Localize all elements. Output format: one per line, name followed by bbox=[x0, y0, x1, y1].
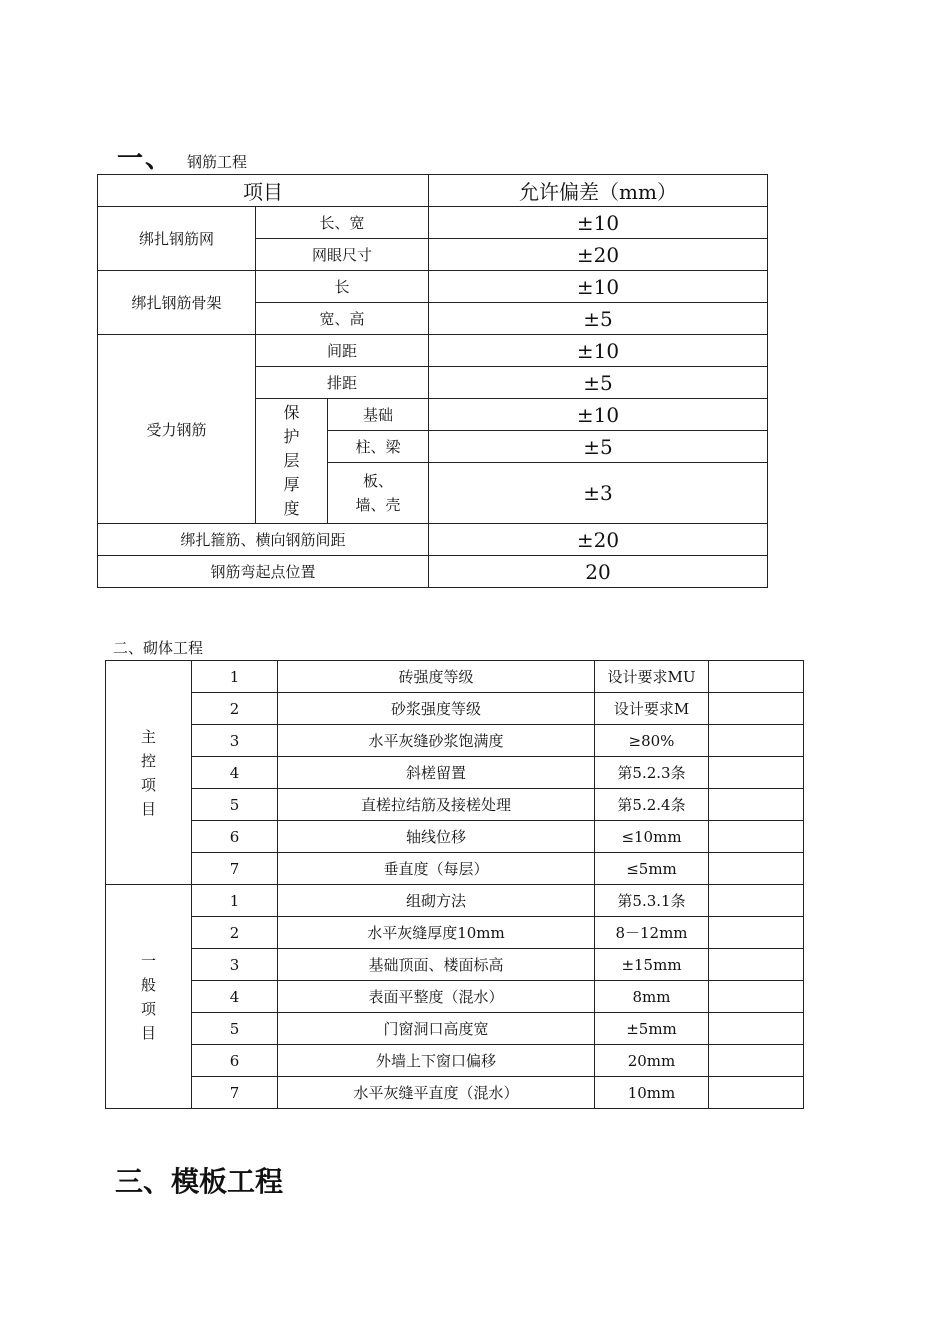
table-row bbox=[106, 661, 804, 693]
masonry-table bbox=[105, 660, 804, 1109]
row-requirement: 设计要求M bbox=[595, 693, 709, 725]
rowspacing-name: 排距 bbox=[256, 367, 429, 399]
row-number: 7 bbox=[192, 1077, 278, 1109]
header-tolerance: 允许偏差（mm） bbox=[429, 175, 768, 207]
table-row bbox=[98, 524, 768, 556]
section1-number: 一、 bbox=[117, 144, 174, 174]
group-char: 一 bbox=[140, 951, 156, 970]
row-item: 垂直度（每层） bbox=[278, 853, 595, 885]
row-requirement: 20mm bbox=[595, 1045, 709, 1077]
row-result bbox=[709, 1013, 804, 1045]
cover-char: 厚 bbox=[283, 475, 300, 494]
row-requirement: ±15mm bbox=[595, 949, 709, 981]
table-row bbox=[106, 693, 804, 725]
row-number: 5 bbox=[192, 789, 278, 821]
stirrup-value: ±20 bbox=[429, 524, 768, 556]
table-row bbox=[106, 789, 804, 821]
row-item: 直槎拉结筋及接槎处理 bbox=[278, 789, 595, 821]
slab-name bbox=[328, 463, 429, 524]
rowspacing-value: ±5 bbox=[429, 367, 768, 399]
row-requirement: 设计要求MU bbox=[595, 661, 709, 693]
row-requirement: ≤10mm bbox=[595, 821, 709, 853]
slab-name-line: 板、 bbox=[363, 472, 394, 490]
table-row bbox=[106, 725, 804, 757]
foundation-name: 基础 bbox=[328, 399, 429, 431]
row-requirement: ≥80% bbox=[595, 725, 709, 757]
stress-label: 受力钢筋 bbox=[98, 335, 256, 524]
cover-char: 保 bbox=[283, 403, 300, 422]
row-number: 4 bbox=[192, 981, 278, 1013]
row-result bbox=[709, 821, 804, 853]
row-item: 水平灰缝厚度10mm bbox=[278, 917, 595, 949]
table-row bbox=[106, 885, 804, 917]
frame-r2-value: ±5 bbox=[429, 303, 768, 335]
frame-r2-name: 宽、高 bbox=[256, 303, 429, 335]
mesh-r1-value: ±10 bbox=[429, 207, 768, 239]
section3-heading: 三、模板工程 bbox=[115, 1165, 284, 1198]
row-result bbox=[709, 757, 804, 789]
row-number: 2 bbox=[192, 693, 278, 725]
spacing-value: ±10 bbox=[429, 335, 768, 367]
row-requirement: 第5.2.4条 bbox=[595, 789, 709, 821]
cover-char: 护 bbox=[283, 427, 300, 446]
row-result bbox=[709, 661, 804, 693]
row-number: 3 bbox=[192, 725, 278, 757]
row-number: 3 bbox=[192, 949, 278, 981]
table-row bbox=[98, 207, 768, 239]
row-number: 7 bbox=[192, 853, 278, 885]
cover-thickness-label bbox=[256, 399, 328, 524]
slab-name-line: 墙、壳 bbox=[355, 496, 401, 514]
row-item: 组砌方法 bbox=[278, 885, 595, 917]
main-control-items-label bbox=[106, 661, 192, 885]
row-result bbox=[709, 885, 804, 917]
slab-value: ±3 bbox=[429, 463, 768, 524]
frame-r1-value: ±10 bbox=[429, 271, 768, 303]
mesh-r2-value: ±20 bbox=[429, 239, 768, 271]
row-item: 砖强度等级 bbox=[278, 661, 595, 693]
row-result bbox=[709, 949, 804, 981]
table-row bbox=[98, 271, 768, 303]
table-row bbox=[106, 853, 804, 885]
stirrup-name: 绑扎箍筋、横向钢筋间距 bbox=[98, 524, 429, 556]
row-item: 门窗洞口高度宽 bbox=[278, 1013, 595, 1045]
row-result bbox=[709, 725, 804, 757]
mesh-r1-name: 长、宽 bbox=[256, 207, 429, 239]
row-requirement: 10mm bbox=[595, 1077, 709, 1109]
row-requirement: 第5.3.1条 bbox=[595, 885, 709, 917]
group-char: 项 bbox=[140, 999, 156, 1018]
table-row bbox=[106, 757, 804, 789]
row-number: 5 bbox=[192, 1013, 278, 1045]
row-item: 水平灰缝平直度（混水） bbox=[278, 1077, 595, 1109]
general-items-label bbox=[106, 885, 192, 1109]
group-char: 般 bbox=[140, 975, 156, 994]
row-number: 2 bbox=[192, 917, 278, 949]
row-number: 1 bbox=[192, 885, 278, 917]
table-row bbox=[106, 1045, 804, 1077]
table-row bbox=[98, 335, 768, 367]
row-item: 外墙上下窗口偏移 bbox=[278, 1045, 595, 1077]
table-row bbox=[106, 821, 804, 853]
table-row bbox=[106, 949, 804, 981]
frame-r1-name: 长 bbox=[256, 271, 429, 303]
row-result bbox=[709, 981, 804, 1013]
section1-heading bbox=[117, 138, 247, 175]
table-row bbox=[106, 981, 804, 1013]
row-result bbox=[709, 1045, 804, 1077]
row-result bbox=[709, 917, 804, 949]
row-requirement: 8－12mm bbox=[595, 917, 709, 949]
row-item: 斜槎留置 bbox=[278, 757, 595, 789]
group-char: 主 bbox=[140, 727, 156, 746]
cover-char: 度 bbox=[283, 499, 300, 518]
table-row bbox=[106, 1077, 804, 1109]
row-result bbox=[709, 853, 804, 885]
row-result bbox=[709, 789, 804, 821]
section2-heading: 二、砌体工程 bbox=[113, 639, 204, 657]
spacing-name: 间距 bbox=[256, 335, 429, 367]
foundation-value: ±10 bbox=[429, 399, 768, 431]
row-result bbox=[709, 1077, 804, 1109]
cover-char: 层 bbox=[283, 451, 300, 470]
header-item: 项目 bbox=[98, 175, 429, 207]
frame-label: 绑扎钢筋骨架 bbox=[98, 271, 256, 335]
table-row bbox=[106, 917, 804, 949]
row-number: 6 bbox=[192, 1045, 278, 1077]
group-char: 控 bbox=[140, 751, 156, 770]
row-number: 4 bbox=[192, 757, 278, 789]
row-item: 水平灰缝砂浆饱满度 bbox=[278, 725, 595, 757]
bend-value: 20 bbox=[429, 556, 768, 588]
table-row bbox=[106, 1013, 804, 1045]
table-row bbox=[98, 556, 768, 588]
row-item: 表面平整度（混水） bbox=[278, 981, 595, 1013]
column-name: 柱、梁 bbox=[328, 431, 429, 463]
row-number: 1 bbox=[192, 661, 278, 693]
row-requirement: ±5mm bbox=[595, 1013, 709, 1045]
column-value: ±5 bbox=[429, 431, 768, 463]
row-requirement: 8mm bbox=[595, 981, 709, 1013]
row-number: 6 bbox=[192, 821, 278, 853]
row-item: 砂浆强度等级 bbox=[278, 693, 595, 725]
row-item: 基础顶面、楼面标高 bbox=[278, 949, 595, 981]
masonry-table-body bbox=[106, 661, 804, 1109]
bend-name: 钢筋弯起点位置 bbox=[98, 556, 429, 588]
group-char: 目 bbox=[140, 799, 156, 818]
mesh-label: 绑扎钢筋网 bbox=[98, 207, 256, 271]
table-header-row bbox=[98, 175, 768, 207]
section1-title: 钢筋工程 bbox=[187, 153, 248, 171]
row-requirement: ≤5mm bbox=[595, 853, 709, 885]
rebar-tolerance-table bbox=[97, 174, 768, 588]
row-requirement: 第5.2.3条 bbox=[595, 757, 709, 789]
group-char: 项 bbox=[140, 775, 156, 794]
group-char: 目 bbox=[140, 1023, 156, 1042]
row-item: 轴线位移 bbox=[278, 821, 595, 853]
mesh-r2-name: 网眼尺寸 bbox=[256, 239, 429, 271]
row-result bbox=[709, 693, 804, 725]
